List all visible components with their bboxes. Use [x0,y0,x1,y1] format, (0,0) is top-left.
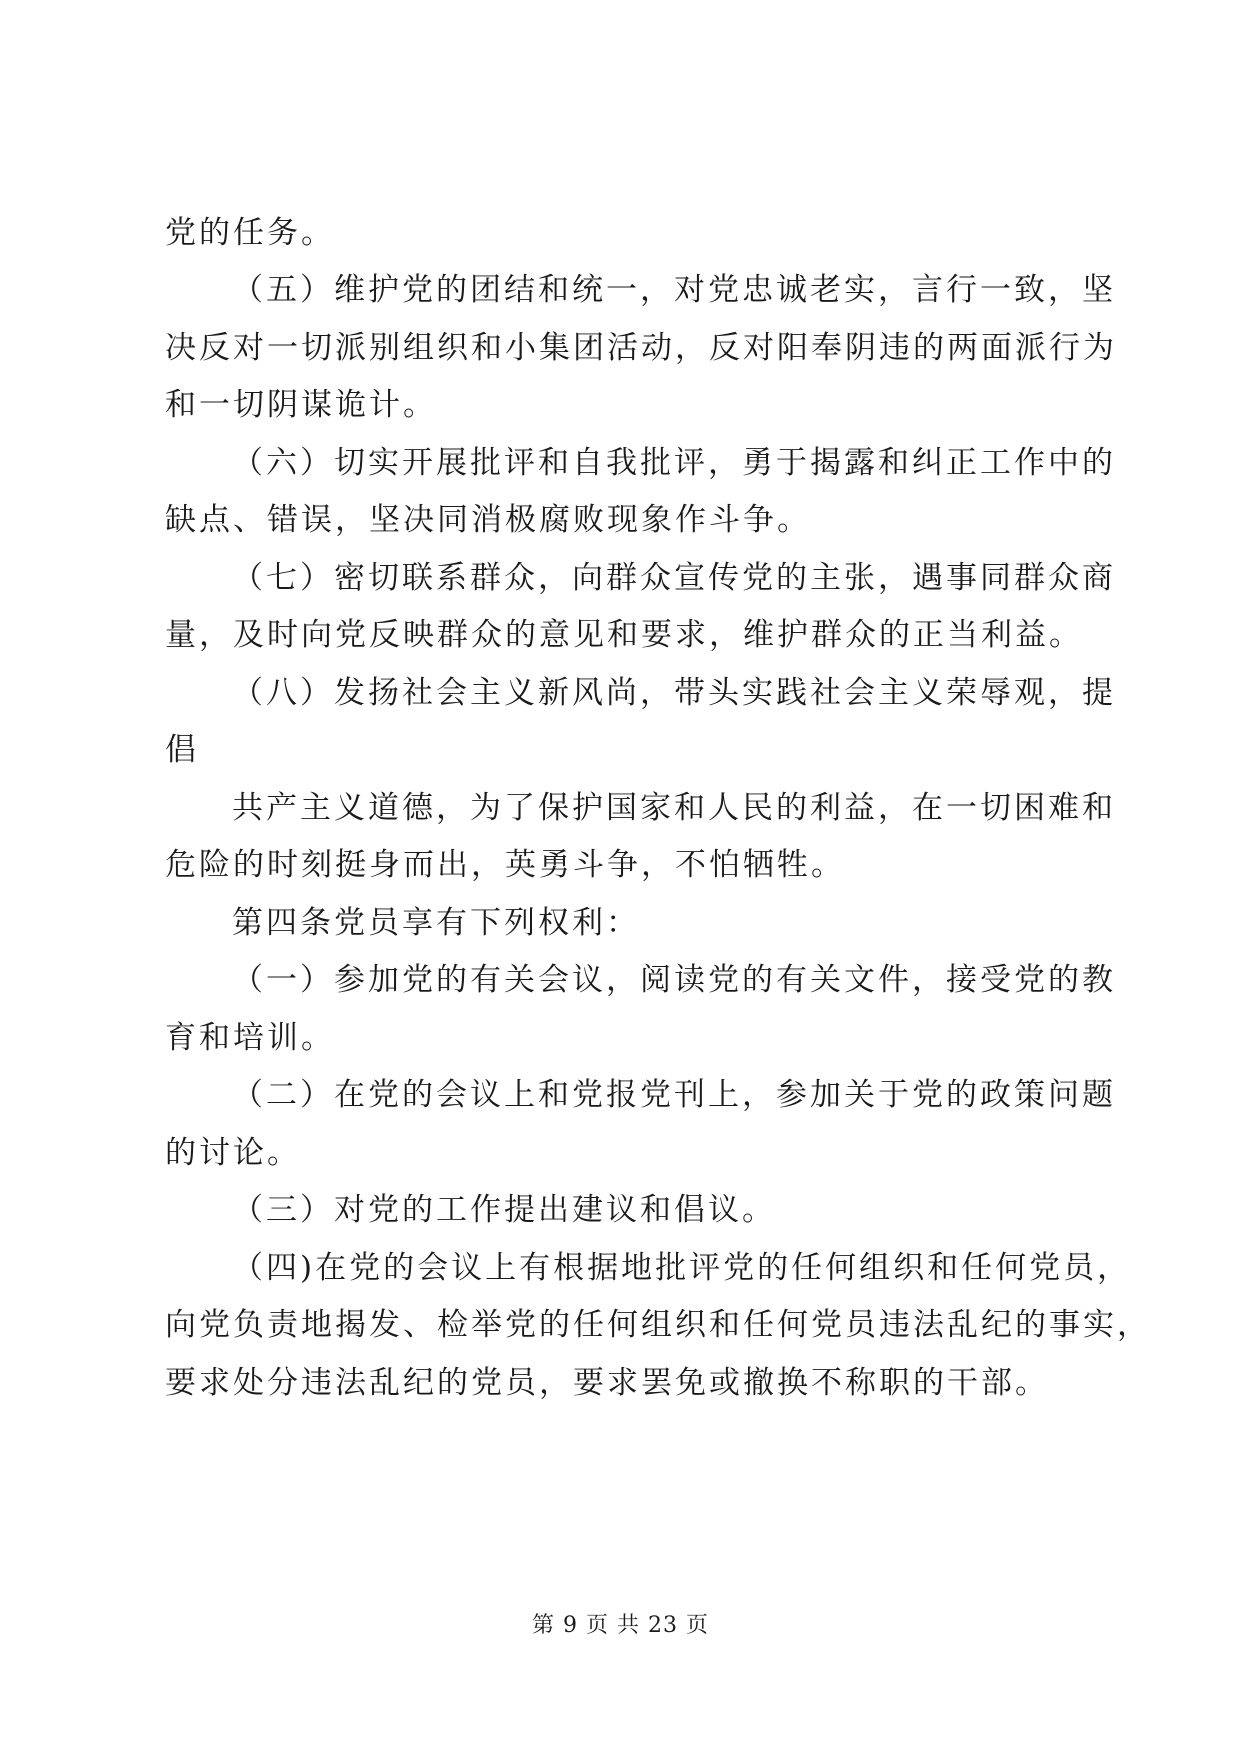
paragraph-line: （二）在党的会议上和党报党刊上，参加关于党的政策问题 [232,1077,1116,1113]
paragraph-line: （八）发扬社会主义新风尚，带头实践社会主义荣辱观，提 [232,675,1116,711]
paragraph-line: 向党负责地揭发、检举党的任何组织和任何党员违法乱纪的事实， [165,1307,1151,1343]
paragraph-line: 危险的时刻挺身而出，英勇斗争，不怕牺牲。 [165,847,845,883]
paragraph-line: 和一切阴谋诡计。 [165,387,437,423]
paragraph-line: （五）维护党的团结和统一，对党忠诚老实，言行一致，坚 [232,272,1116,308]
page-number-footer: 第 9 页 共 23 页 [532,1613,709,1638]
paragraph-line: （六）切实开展批评和自我批评，勇于揭露和纠正工作中的 [232,445,1116,481]
paragraph-line: 第四条党员享有下列权利： [232,905,640,941]
paragraph-line: 的讨论。 [165,1135,301,1171]
paragraph-line: （七）密切联系群众，向群众宣传党的主张，遇事同群众商 [232,560,1116,596]
paragraph-line: 量，及时向党反映群众的意见和要求，维护群众的正当利益。 [165,617,1083,653]
paragraph-line: 要求处分违法乱纪的党员，要求罢免或撤换不称职的干部。 [165,1365,1049,1401]
paragraph-line: （三）对党的工作提出建议和倡议。 [232,1192,776,1228]
paragraph-line: 党的任务。 [165,215,335,251]
paragraph-line: 决反对一切派别组织和小集团活动，反对阳奉阴违的两面派行为 [165,330,1117,366]
paragraph-line: 缺点、错误，坚决同消极腐败现象作斗争。 [165,502,811,538]
paragraph-line: 共产主义道德，为了保护国家和人民的利益，在一切困难和 [232,790,1116,826]
paragraph-line: （四)在党的会议上有根据地批评党的任何组织和任何党员， [232,1250,1132,1286]
paragraph-line: （一）参加党的有关会议，阅读党的有关文件，接受党的教 [232,962,1116,998]
paragraph-line: 育和培训。 [165,1020,335,1056]
paragraph-line: 倡 [165,732,199,768]
